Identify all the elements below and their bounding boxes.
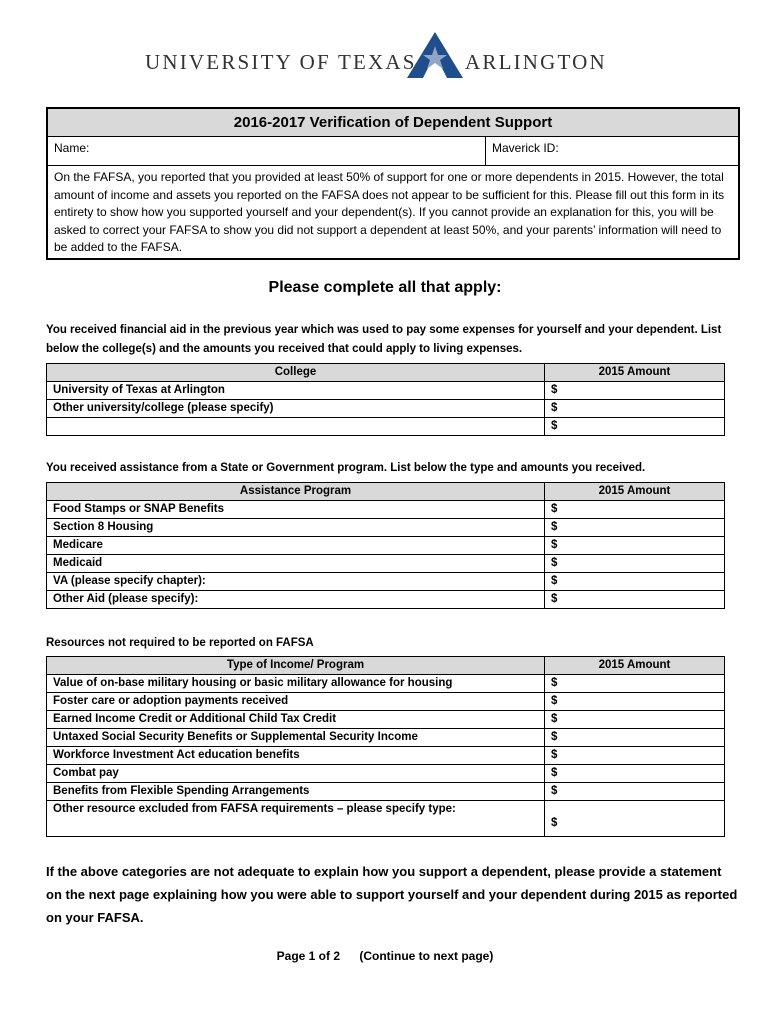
table-row: [47, 801, 725, 837]
amount-cell[interactable]: $: [545, 555, 725, 573]
table-row: [47, 591, 725, 609]
row-label: Combat pay: [47, 765, 545, 783]
row-label: Workforce Investment Act education benefits: [47, 747, 545, 765]
table-row: [47, 555, 725, 573]
amount-cell[interactable]: $: [545, 519, 725, 537]
amount-cell[interactable]: $: [545, 801, 725, 837]
assistance-table: [46, 482, 725, 609]
identity-row: [48, 137, 738, 166]
name-field[interactable]: [48, 137, 486, 165]
amount-cell[interactable]: $: [545, 675, 725, 693]
university-logo: [145, 32, 605, 82]
amount-cell[interactable]: $: [545, 537, 725, 555]
name-label: Name:: [54, 141, 90, 155]
row-label: Medicare: [47, 537, 545, 555]
amount-cell[interactable]: $: [545, 418, 725, 436]
logo-right-text: ARLINGTON: [465, 50, 607, 74]
table-row: [47, 729, 725, 747]
page-footer: [0, 949, 770, 963]
row-label: Value of on-base military housing or basic military allowance for housing: [47, 675, 545, 693]
amount-cell[interactable]: $: [545, 711, 725, 729]
amount-cell[interactable]: $: [545, 400, 725, 418]
row-label[interactable]: [47, 418, 545, 436]
amount-cell[interactable]: $: [545, 729, 725, 747]
table-row: [47, 382, 725, 400]
row-label: Other resource excluded from FAFSA requirements – please specify type:: [47, 801, 545, 837]
table-row: [47, 711, 725, 729]
row-label: VA (please specify chapter):: [47, 573, 545, 591]
amount-cell[interactable]: $: [545, 783, 725, 801]
table-row: [47, 501, 725, 519]
form-header: [46, 107, 740, 260]
table-row: [47, 400, 725, 418]
table-row: [47, 783, 725, 801]
resources-table: [46, 656, 725, 837]
amount-header: 2015 Amount: [545, 483, 725, 501]
table-row: [47, 675, 725, 693]
income-type-header: Type of Income/ Program: [47, 657, 545, 675]
row-label: Earned Income Credit or Additional Child Tax Credit: [47, 711, 545, 729]
amount-cell[interactable]: $: [545, 765, 725, 783]
amount-cell[interactable]: $: [545, 573, 725, 591]
row-label: Food Stamps or SNAP Benefits: [47, 501, 545, 519]
table-row: [47, 519, 725, 537]
amount-header: 2015 Amount: [545, 657, 725, 675]
section-heading: Please complete all that apply:: [268, 279, 502, 296]
table-row: [47, 747, 725, 765]
amount-cell[interactable]: $: [545, 693, 725, 711]
table-row: [47, 693, 725, 711]
college-table: [46, 363, 725, 436]
amount-cell[interactable]: $: [545, 382, 725, 400]
row-label: Other Aid (please specify):: [47, 591, 545, 609]
row-label: University of Texas at Arlington: [47, 382, 545, 400]
table-row: [47, 765, 725, 783]
financial-aid-instructions: You received financial aid in the previous year which was used to pay some expenses for yourself and your dependent. List below the college(s) and the amounts you received that could apply to living expenses.: [46, 324, 722, 355]
row-label: Medicaid: [47, 555, 545, 573]
page-number: Page 1 of 2: [276, 949, 340, 963]
program-header: Assistance Program: [47, 483, 545, 501]
row-label: Untaxed Social Security Benefits or Supplemental Security Income: [47, 729, 545, 747]
star-a-logo-icon: [407, 32, 463, 78]
college-header: College: [47, 364, 545, 382]
form-title: 2016-2017 Verification of Dependent Support: [48, 109, 738, 137]
table-row: [47, 573, 725, 591]
assistance-instructions: You received assistance from a State or Government program. List below the type and amounts you received.: [46, 462, 646, 474]
amount-cell[interactable]: $: [545, 591, 725, 609]
amount-header: 2015 Amount: [545, 364, 725, 382]
intro-text: On the FAFSA, you reported that you provided at least 50% of support for one or more dependents in 2015. However, the total amount of income and assets you reported on the FAFSA does not appear to be sufficient for this. Please fill out this form in its entirety to show how you supported yourself and your dependent(s). If you cannot provide an explanation for this, you will be asked to correct your FAFSA to show you did not support a dependent at least 50%, and your parents’ information will need to be added to the FAFSA.: [54, 170, 725, 254]
amount-cell[interactable]: $: [545, 501, 725, 519]
maverick-id-label: Maverick ID:: [492, 141, 559, 155]
closing-statement: If the above categories are not adequate to explain how you support a dependent, please provide a statement on the next page explaining how you were able to support yourself and your dependent during 2015 as reported on your FAFSA.: [46, 864, 738, 925]
logo-left-text: UNIVERSITY OF TEXAS: [145, 50, 417, 74]
row-label: Foster care or adoption payments received: [47, 693, 545, 711]
continue-note: (Continue to next page): [359, 949, 494, 963]
table-row: [47, 418, 725, 436]
resources-instructions: Resources not required to be reported on FAFSA: [46, 637, 314, 649]
table-row: [47, 537, 725, 555]
amount-cell[interactable]: $: [545, 747, 725, 765]
row-label: Other university/college (please specify): [47, 400, 545, 418]
row-label: Benefits from Flexible Spending Arrangements: [47, 783, 545, 801]
maverick-id-field[interactable]: [486, 137, 738, 165]
row-label: Section 8 Housing: [47, 519, 545, 537]
